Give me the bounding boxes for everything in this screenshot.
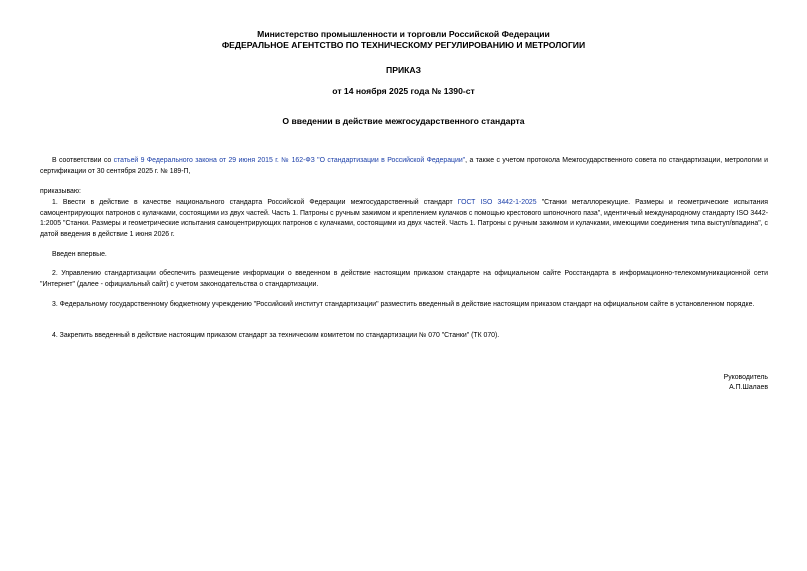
item-2-paragraph: 2. Управлению стандартизации обеспечить размещение информации о введенном в действие настоящим приказом стандарте на официальном сайте Росстандарта в информационно-телекоммуникационной сети "Интернет" (далее - официальный сайт) с учетом законодательства о стандартизации. xyxy=(40,270,768,288)
agency-name: ФЕДЕРАЛЬНОЕ АГЕНТСТВО ПО ТЕХНИЧЕСКОМУ РЕГУЛИРОВАНИЮ И МЕТРОЛОГИИ xyxy=(221,40,586,50)
signature-title: Руководитель xyxy=(723,374,768,381)
item-1-suffix: "Станки металлорежущие. Размеры и геометрические испытания самоцентрирующих патронов с кулачками, состоящими из двух частей. Часть 1. Патроны с ручным зажимом и креплением кулачков с помощью крестового шпоночного паза", идентичный международному стандарту ISO 3442-1:2005 "Станки. Размеры и геометрические испытания самоцентрирующих патронов с кулачками, состоящими из двух частей. Часть 1. Патроны с ручным зажимом и кулачками, имеющими соединения типа выступ/впадина", с датой введения в действие 1 июня 2026 г. xyxy=(40,199,768,238)
intro-prefix: В соответствии со xyxy=(52,157,114,164)
item-1-prefix: 1. Ввести в действие в качестве национального стандарта Российской Федерации межгосударственный стандарт xyxy=(52,199,458,206)
signature-name: А.П.Шалаев xyxy=(729,384,768,391)
order-word: приказываю: xyxy=(40,188,81,195)
intro-suffix: , а также с учетом протокола Межгосударственного совета по стандартизации, метрологии и сертификации от 30 сентября 2025 г. № 189-П, xyxy=(40,157,768,175)
standard-link[interactable]: ГОСТ ISO 3442-1-2025 xyxy=(457,199,537,206)
item-4-paragraph: 4. Закрепить введенный в действие настоящим приказом стандарт за техническим комитетом по стандартизации № 070 "Станки" (ТК 070). xyxy=(52,332,500,339)
document-type: ПРИКАЗ xyxy=(386,65,421,75)
item-3-paragraph: 3. Федеральному государственному бюджетному учреждению "Российский институт стандартизации" разместить введенный в действие настоящим приказом стандарт на официальном сайте в установленном порядке. xyxy=(52,301,755,308)
first-time-note: Введен впервые. xyxy=(52,251,107,258)
item-1-paragraph xyxy=(40,198,768,240)
intro-paragraph xyxy=(40,156,768,177)
document-date-number: от 14 ноября 2025 года № 1390-ст xyxy=(332,86,475,96)
document-subject: О введении в действие межгосударственного стандарта xyxy=(282,116,525,126)
law-link[interactable]: статьей 9 Федерального закона от 29 июня 2015 г. № 162-ФЗ "О стандартизации в Российской Федерации" xyxy=(113,157,466,164)
ministry-name: Министерство промышленности и торговли Российской Федерации xyxy=(257,29,550,39)
